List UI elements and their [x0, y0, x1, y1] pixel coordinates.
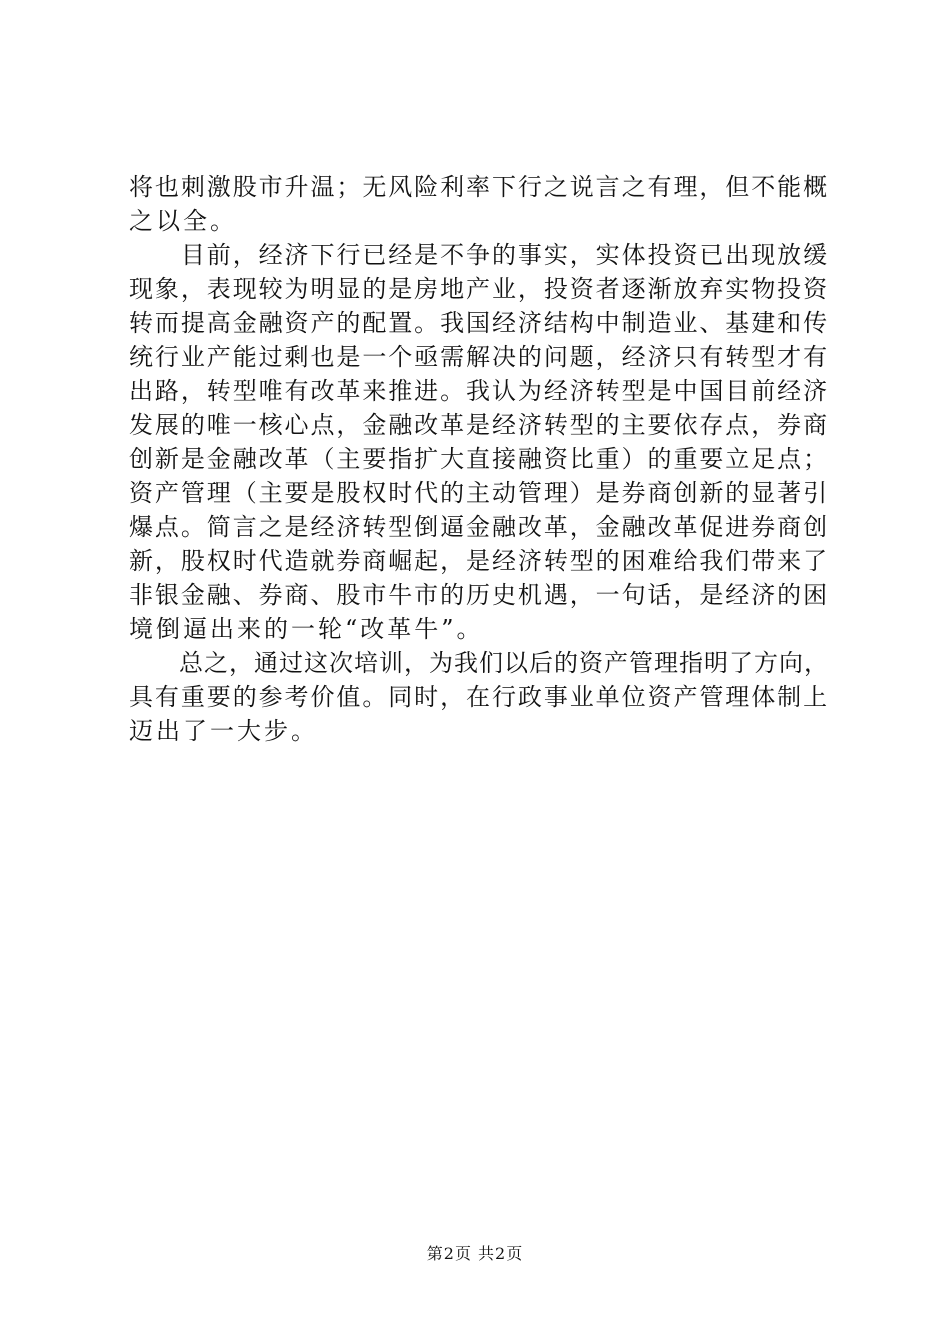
text-line: 爆点。简言之是经济转型倒逼金融改革，金融改革促进券商创 — [129, 513, 829, 541]
text-line: 之以全。 — [129, 207, 237, 235]
text-line: 迈出了一大步。 — [129, 717, 318, 745]
text-line: 统行业产能过剩也是一个亟需解决的问题，经济只有转型才有 — [129, 343, 829, 371]
body-text — [129, 170, 829, 748]
text-line: 非银金融、券商、股市牛市的历史机遇，一句话，是经济的困 — [129, 581, 829, 609]
text-line: 新，股权时代造就券商崛起，是经济转型的困难给我们带来了 — [129, 547, 829, 575]
text-line: 境倒逼出来的一轮“改革牛”。 — [129, 615, 484, 643]
text-line: 目前，经济下行已经是不争的事实，实体投资已出现放缓 — [129, 241, 829, 269]
text-line: 具有重要的参考价值。同时，在行政事业单位资产管理体制上 — [129, 683, 829, 711]
text-line: 总之，通过这次培训，为我们以后的资产管理指明了方向， — [129, 649, 829, 677]
text-line: 转而提高金融资产的配置。我国经济结构中制造业、基建和传 — [129, 309, 829, 337]
text-line: 将也刺激股市升温；无风险利率下行之说言之有理，但不能概 — [129, 173, 829, 201]
text-line: 资产管理（主要是股权时代的主动管理）是券商创新的显著引 — [129, 479, 829, 507]
text-line: 出路，转型唯有改革来推进。我认为经济转型是中国目前经济 — [129, 377, 829, 405]
page-footer: 第2页 共2页 — [426, 1244, 524, 1263]
text-line: 创新是金融改革（主要指扩大直接融资比重）的重要立足点； — [129, 445, 829, 473]
text-line: 现象，表现较为明显的是房地产业，投资者逐渐放弃实物投资 — [129, 275, 829, 303]
text-line: 发展的唯一核心点，金融改革是经济转型的主要依存点，券商 — [129, 411, 829, 439]
